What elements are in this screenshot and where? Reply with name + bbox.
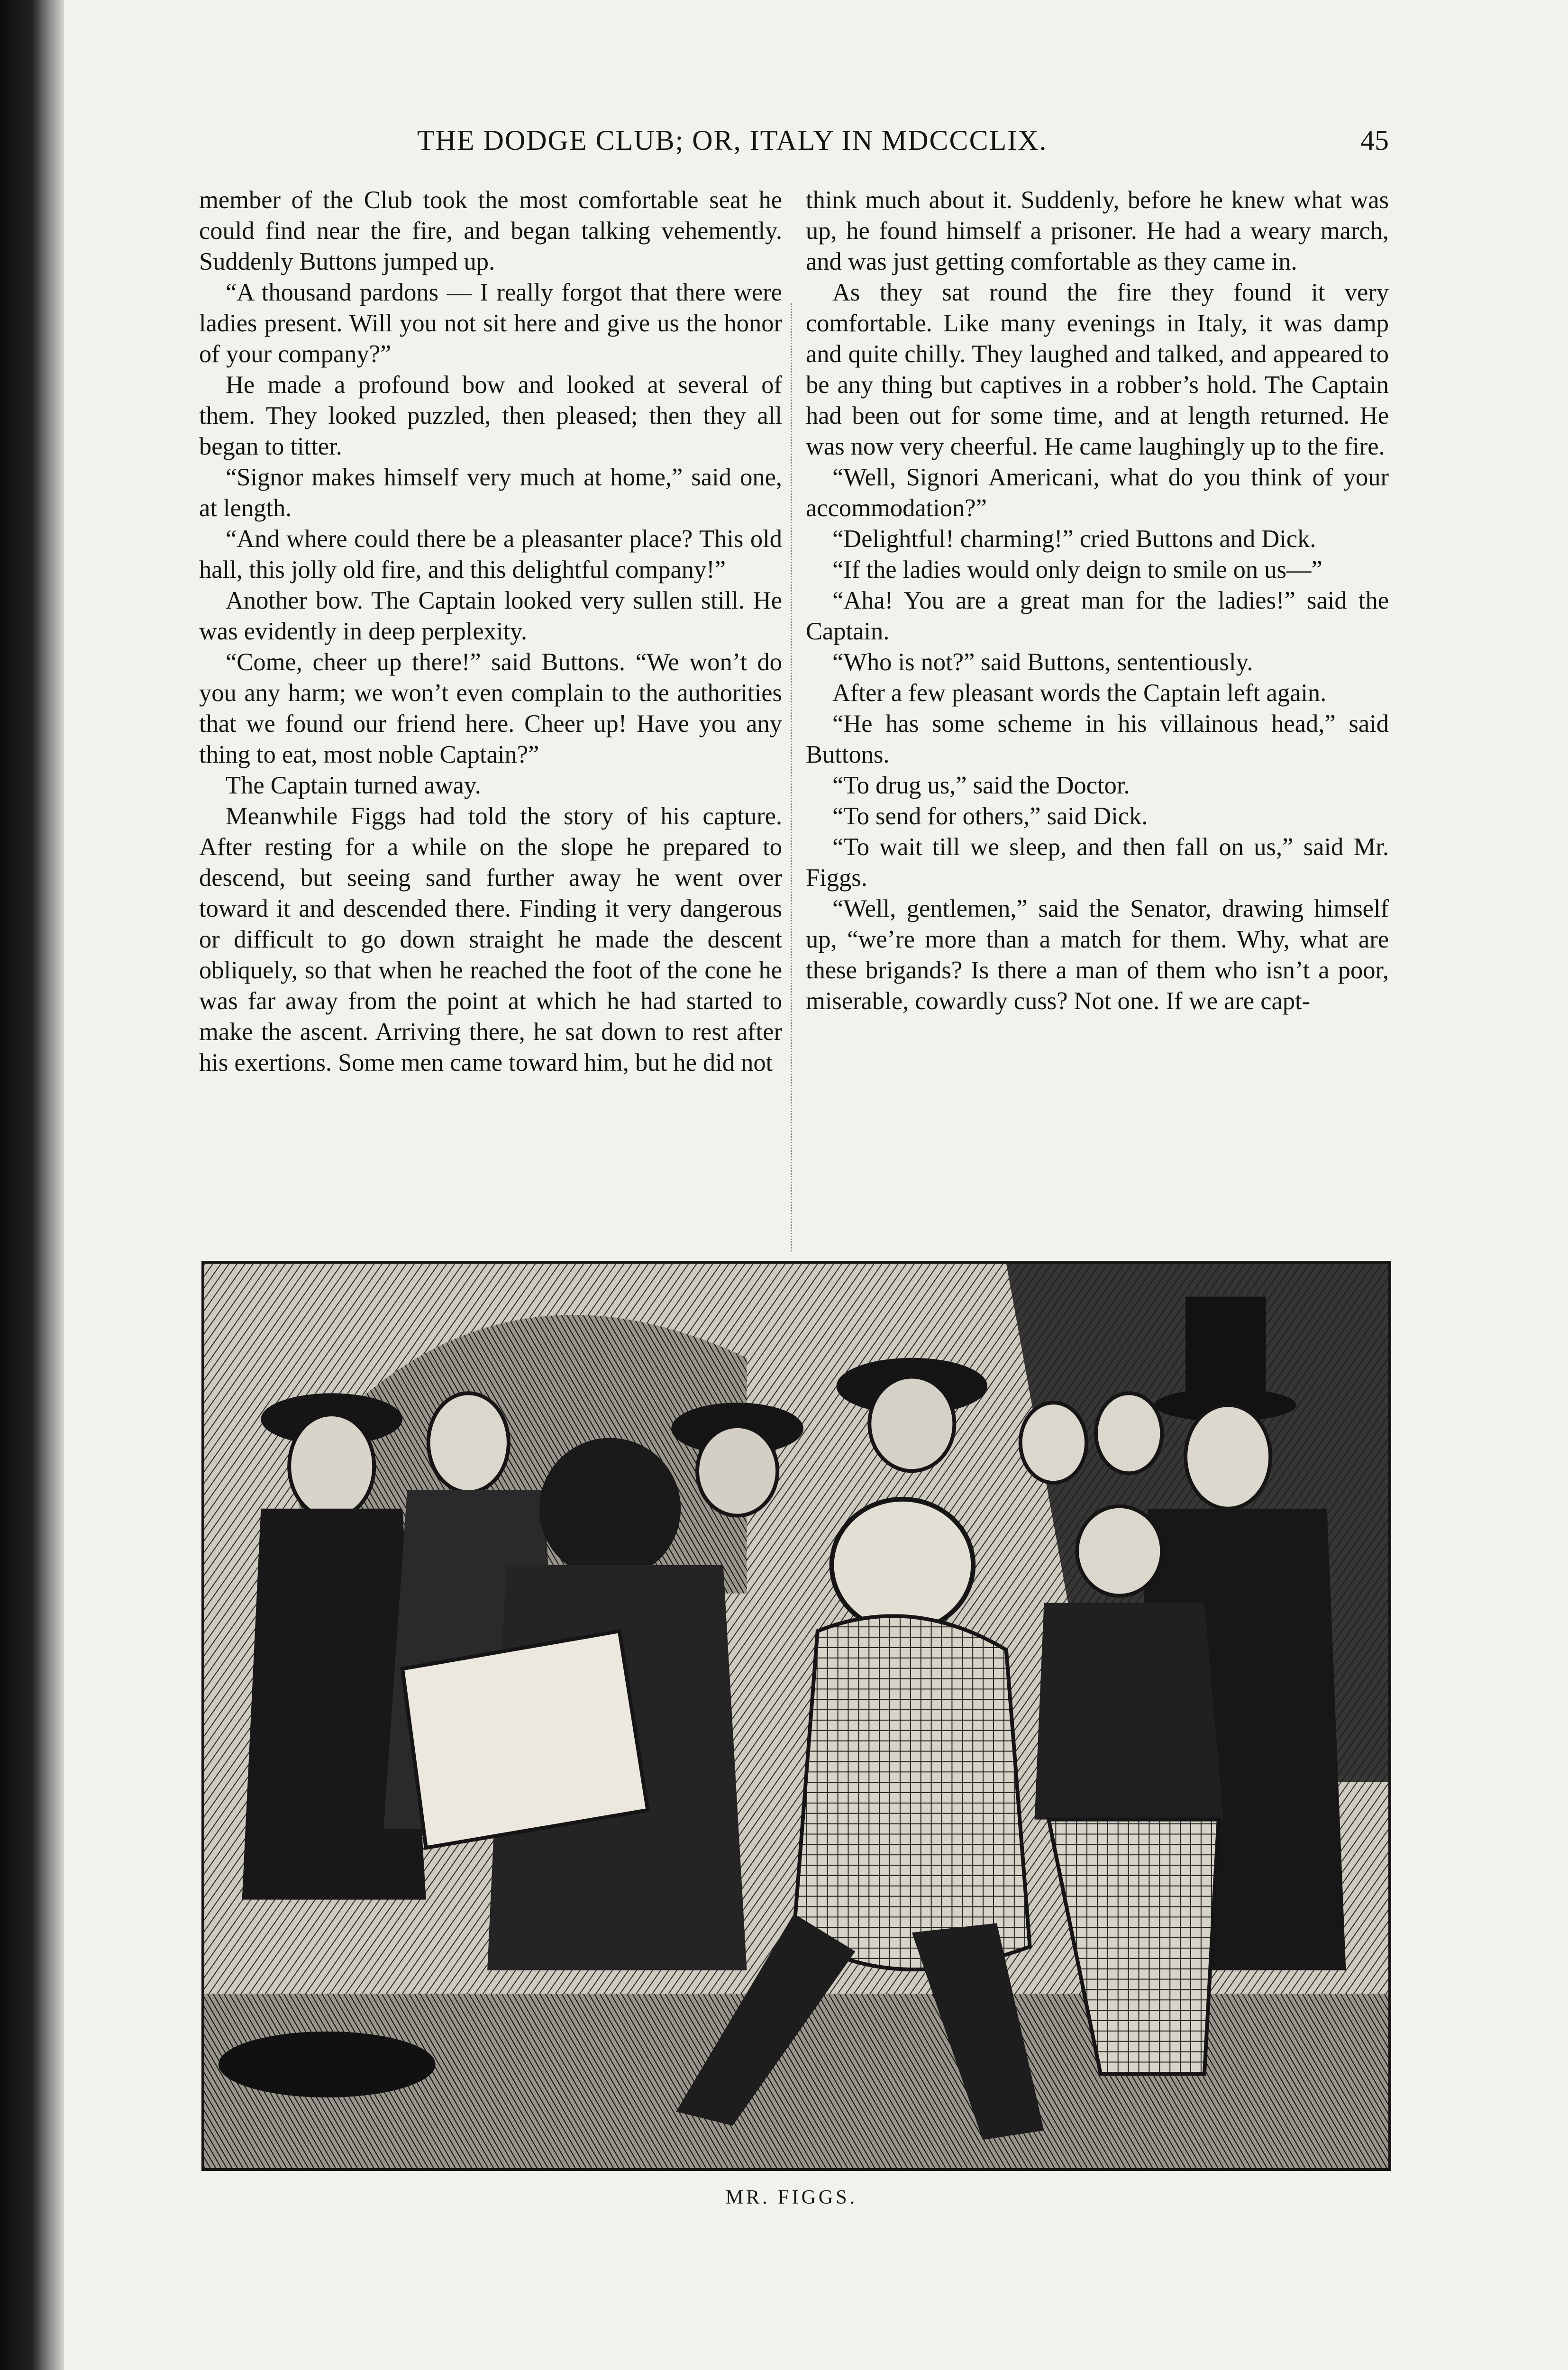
paragraph: He made a profound bow and looked at several of them. They looked puzzled, then pleased; then they all began to titter. <box>199 371 782 460</box>
paragraph: The Captain turned away. <box>226 772 481 799</box>
paragraph: “He has some scheme in his villainous head,” said Buttons. <box>806 710 1389 768</box>
paragraph: member of the Club took the most comfortable seat he could find near the fire, and began talking vehemently. Suddenly Buttons jumped up. <box>199 186 782 275</box>
text-column-left <box>199 185 782 1078</box>
running-title: THE DODGE CLUB; OR, ITALY IN MDCCCLIX. <box>417 125 1048 156</box>
page-number: 45 <box>1360 125 1389 156</box>
paragraph: “Who is not?” said Buttons, sententiously. <box>832 648 1253 676</box>
paragraph: “Signor makes himself very much at home,” said one, at length. <box>199 464 782 522</box>
book-binding-edge <box>0 0 64 2370</box>
paragraph: “Come, cheer up there!” said Buttons. “We won’t do you any harm; we won’t even complain to the authorities that we found our friend here. Cheer up! Have you any thing to eat, most noble Captain?” <box>199 648 782 768</box>
engraving-illustration <box>201 1261 1391 2171</box>
paragraph: “Well, gentlemen,” said the Senator, drawing himself up, “we’re more than a match for them. Why, what are these brigands? Is there a man of them who isn’t a poor, miserable, cowardly cuss? Not one. If we are capt- <box>806 895 1389 1015</box>
paragraph: Another bow. The Captain looked very sullen still. He was evidently in deep perplexity. <box>199 587 782 645</box>
paragraph: As they sat round the fire they found it very comfortable. Like many evenings in Italy, it was damp and quite chilly. They laughed and talked, and appeared to be any thing but captives in a robber’s hold. The Captain had been out for some time, and at length returned. He was now very cheerful. He came laughingly up to the fire. <box>806 279 1389 460</box>
paragraph: “And where could there be a pleasanter place? This old hall, this jolly old fire, and this delightful company!” <box>199 525 782 583</box>
paragraph: “Aha! You are a great man for the ladies!” said the Captain. <box>806 587 1389 645</box>
illustration-caption: MR. FIGGS. <box>725 2187 858 2208</box>
column-divider <box>791 303 792 1251</box>
paragraph: “Well, Signori Americani, what do you think of your accommodation?” <box>806 464 1389 522</box>
paragraph: “If the ladies would only deign to smile on us—” <box>832 556 1322 583</box>
paragraph: After a few pleasant words the Captain left again. <box>832 679 1327 707</box>
engraving-drawing <box>204 1264 1388 2168</box>
paragraph: “To wait till we sleep, and then fall on us,” said Mr. Figgs. <box>806 833 1389 892</box>
text-column-right <box>806 185 1389 1017</box>
paragraph: think much about it. Suddenly, before he knew what was up, he found himself a prisoner. He had a weary march, and was just getting comfortable as they came in. <box>806 186 1389 275</box>
paragraph: “Delightful! charming!” cried Buttons and Dick. <box>832 525 1316 553</box>
paragraph: “A thousand pardons — I really forgot that there were ladies present. Will you not sit here and give us the honor of your company?” <box>199 279 782 368</box>
paragraph: “To send for others,” said Dick. <box>832 802 1148 830</box>
paragraph: “To drug us,” said the Doctor. <box>832 772 1130 799</box>
paragraph: Meanwhile Figgs had told the story of his capture. After resting for a while on the slope he prepared to descend, but seeing sand further away he went over toward it and descended there. Finding it very dangerous or difficult to go down straight he made the descent obliquely, so that when he reached the foot of the cone he was far away from the point at which he had started to make the ascent. Arriving there, he sat down to rest after his exertions. Some men came toward him, but he did not <box>199 802 782 1076</box>
